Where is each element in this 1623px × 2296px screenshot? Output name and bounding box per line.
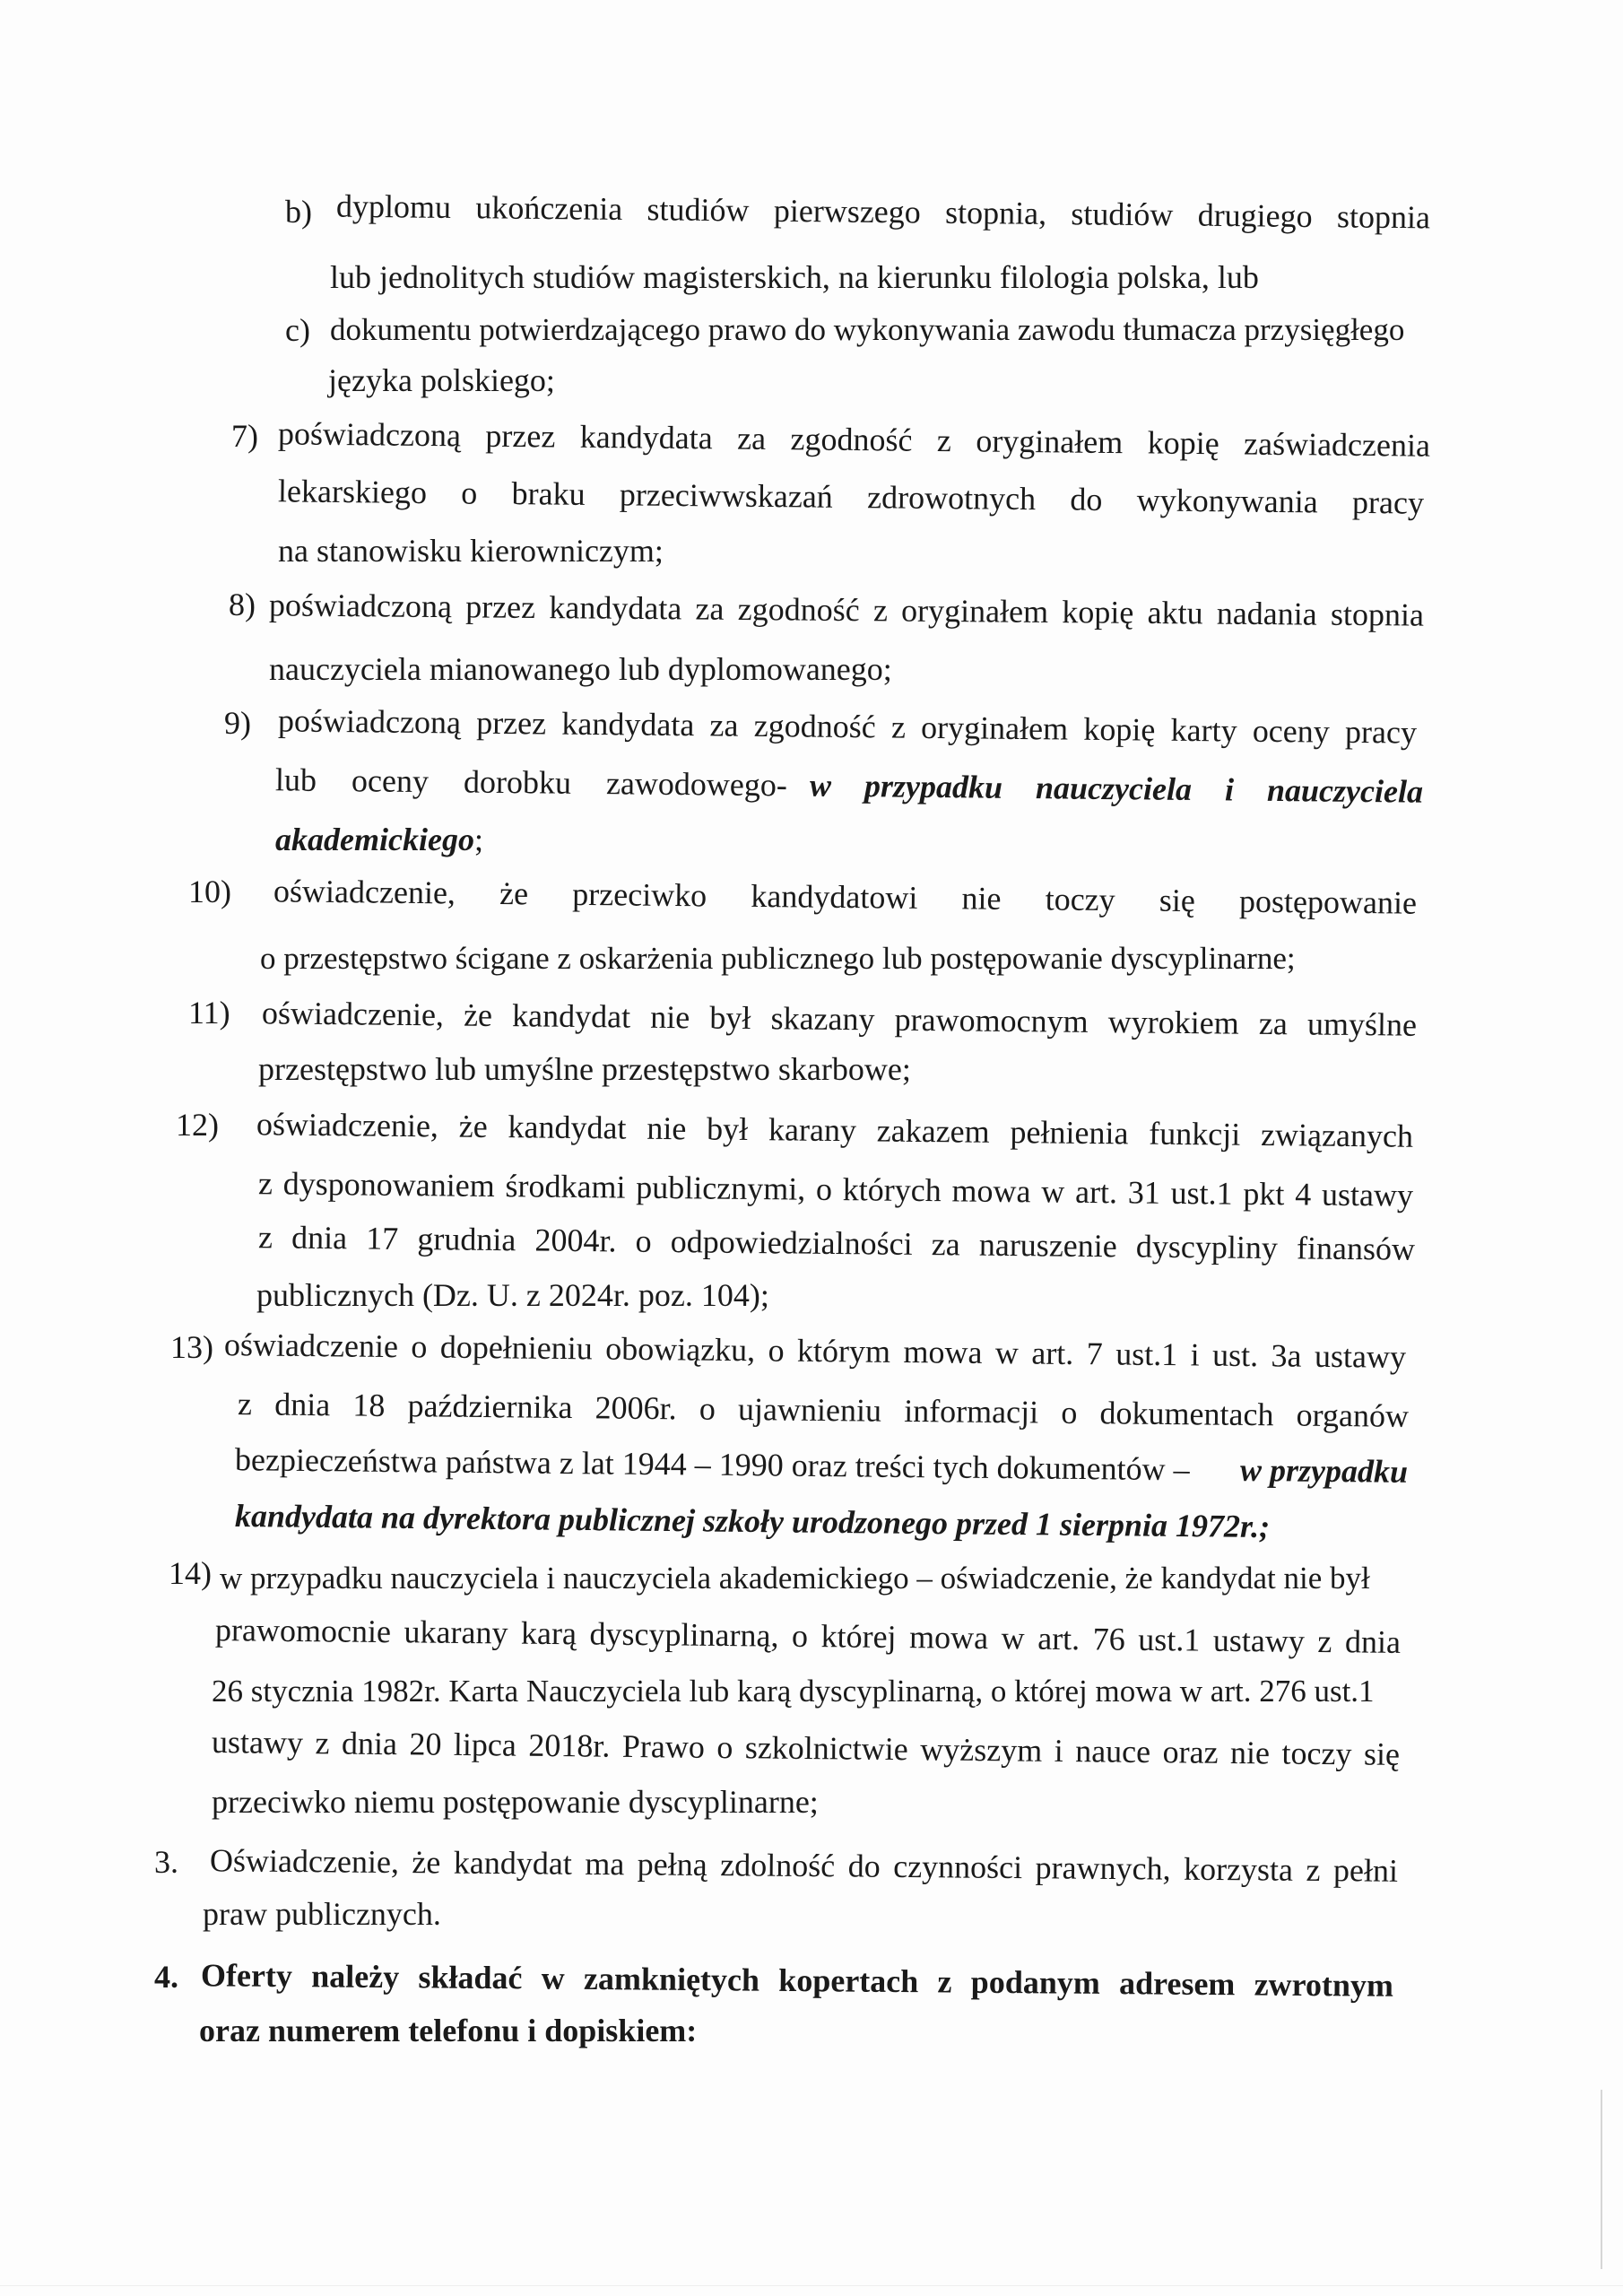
item-4-line-1: Oferty należy składać w zamkniętych kopertach z podanym adresem zwrotnym (200, 1957, 1394, 2004)
item-14-line-1: w przypadku nauczyciela i nauczyciela akademickiego – oświadczenie, że kandydat nie był (220, 1561, 1370, 1596)
item-13-line-3-plain: bezpieczeństwa państwa z lat 1944 – 1990 oraz treści tych dokumentów – (234, 1441, 1190, 1488)
item-13-line-2: z dnia 18 października 2006r. o ujawnieniu informacji o dokumentach organów (237, 1386, 1410, 1434)
item-9-line-3-tail: ; (473, 822, 483, 857)
item-number-c: c) (285, 312, 310, 348)
item-4-line-2: oraz numerem telefonu i dopiskiem: (199, 2013, 698, 2048)
item-11-line-1: oświadczenie, że kandydat nie był skazany prawomocnym wyrokiem za umyślne (261, 995, 1418, 1043)
item-14-line-4: ustawy z dnia 20 lipca 2018r. Prawo o szkolnictwie wyższym i nauce oraz nie toczy się (211, 1724, 1401, 1772)
item-8-line-1: poświadczoną przez kandydata za zgodność z oryginałem kopię aktu nadania stopnia (268, 587, 1425, 633)
item-9-line-3 (275, 818, 483, 861)
item-13-line-4: kandydata na dyrektora publicznej szkoły urodzonego przed 1 sierpnia 1972r.; (234, 1497, 1271, 1545)
item-14-line-3: 26 stycznia 1982r. Karta Nauczyciela lub karą dyscyplinarną, o której mowa w art. 276 ust.1 (212, 1674, 1375, 1709)
item-number-12: 12) (176, 1107, 219, 1143)
item-9-line-2-emphasis: w przypadku nauczyciela i nauczyciela (809, 767, 1424, 810)
item-number-4: 4. (154, 1959, 178, 1995)
item-number-11: 11) (188, 995, 230, 1031)
item-14-line-2: prawomocnie ukarany karą dyscyplinarną, o której mowa w art. 76 ust.1 ustawy z dnia (214, 1612, 1402, 1660)
item-number-3: 3. (154, 1844, 178, 1880)
item-13-line-3-emphasis: w przypadku (1239, 1451, 1409, 1490)
item-number-8: 8) (229, 587, 256, 622)
item-3-line-2: praw publicznych. (203, 1896, 441, 1932)
item-12-line-3: z dnia 17 grudnia 2004r. o odpowiedzialności za naruszenie dyscypliny finansów (257, 1219, 1416, 1267)
item-14-line-5: przeciwko niemu postępowanie dyscyplinarne; (212, 1784, 819, 1820)
item-c-line-2: języka polskiego; (328, 362, 555, 398)
item-7-line-3: na stanowisku kierowniczym; (278, 533, 664, 569)
item-c-line-1: dokumentu potwierdzającego prawo do wykonywania zawodu tłumacza przysięgłego (330, 312, 1405, 347)
item-number-13: 13) (170, 1329, 213, 1365)
item-12-line-2: z dysponowaniem środkami publicznymi, o których mowa w art. 31 ust.1 pkt 4 ustawy (257, 1165, 1414, 1213)
item-number-b: b) (285, 194, 312, 230)
item-9-line-2-plain: lub oceny dorobku zawodowego- (274, 761, 788, 804)
item-9-line-1: poświadczoną przez kandydata za zgodność z oryginałem kopię karty oceny pracy (277, 702, 1418, 751)
item-number-10: 10) (188, 874, 231, 909)
item-10-line-1: oświadczenie, że przeciwko kandydatowi nie toczy się postępowanie (273, 873, 1418, 921)
item-11-line-2: przestępstwo lub umyślne przestępstwo skarbowe; (258, 1051, 911, 1087)
item-7-line-1: poświadczoną przez kandydata za zgodność z oryginałem kopię zaświadczenia (277, 415, 1431, 464)
item-b-line-2: lub jednolitych studiów magisterskich, na kierunku filologia polska, lub (330, 259, 1259, 295)
item-3-line-1: Oświadczenie, że kandydat ma pełną zdolność do czynności prawnych, korzysta z pełni (209, 1842, 1399, 1889)
item-13-line-1: oświadczenie o dopełnieniu obowiązku, o którym mowa w art. 7 ust.1 i ust. 3a ustawy (223, 1326, 1407, 1375)
scan-edge-mark (1601, 2090, 1602, 2269)
item-12-line-4: publicznych (Dz. U. z 2024r. poz. 104); (256, 1277, 769, 1313)
item-number-14: 14) (169, 1555, 212, 1591)
item-7-line-2: lekarskiego o braku przeciwwskazań zdrowotnych do wykonywania pracy (277, 473, 1425, 521)
item-12-line-1: oświadczenie, że kandydat nie był karany zakazem pełnienia funkcji związanych (256, 1106, 1414, 1154)
item-10-line-2: o przestępstwo ścigane z oskarżenia publicznego lub postępowanie dyscyplinarne; (260, 941, 1296, 976)
item-13-line-3 (235, 1438, 1408, 1493)
item-8-line-2: nauczyciela mianowanego lub dyplomowanego; (269, 651, 892, 687)
item-9-line-3-emphasis: akademickiego (275, 822, 474, 857)
scan-bottom-edge (0, 2285, 1623, 2286)
item-b-line-1: dyplomu ukończenia studiów pierwszego stopnia, studiów drugiego stopnia (335, 187, 1431, 236)
item-9-line-2 (275, 758, 1423, 813)
item-number-7: 7) (231, 418, 258, 454)
item-number-9: 9) (224, 705, 251, 741)
